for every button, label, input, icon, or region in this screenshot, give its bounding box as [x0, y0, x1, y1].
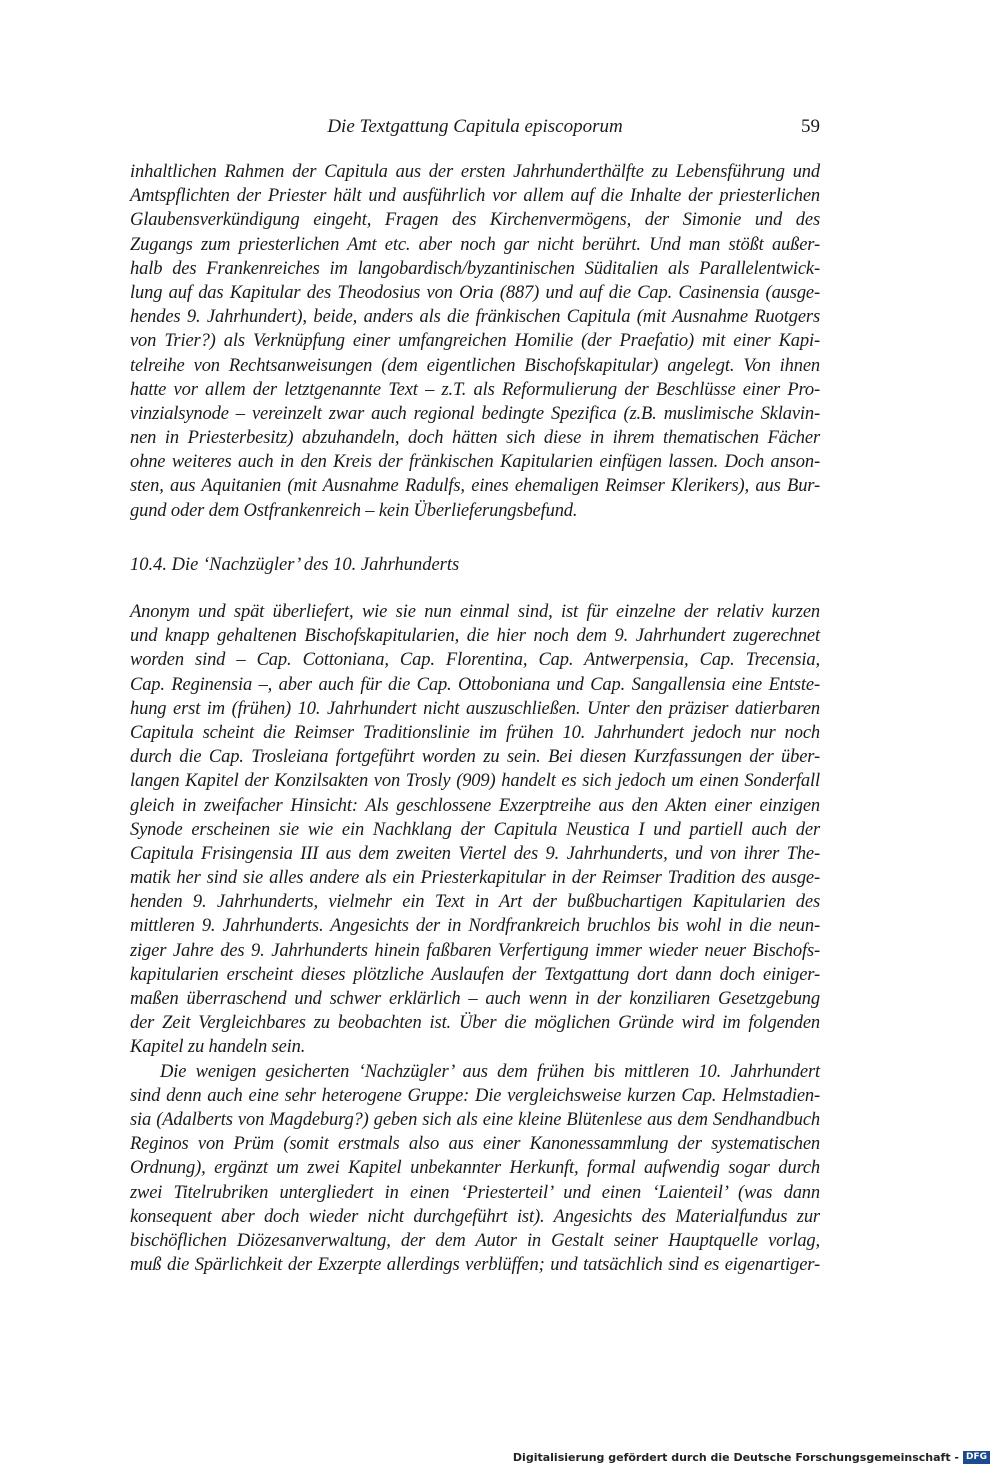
- running-header: [130, 116, 820, 140]
- text-line: matik her sind sie alles andere als ein Priesterkapitular in der Reimser Tradition des ausge-: [130, 868, 820, 889]
- dfg-logo-icon: DFG: [963, 1451, 990, 1464]
- text-line: Cap. Reginensia –, aber auch für die Cap. Ottoboniana und Cap. Sangallensia eine Entste-: [130, 674, 820, 695]
- text-line: lung auf das Kapitular des Theodosius von Oria (887) und auf die Cap. Casinensia (ausge-: [130, 282, 820, 303]
- text-line: langen Kapitel der Konzilsakten von Trosly (909) handelt es sich jedoch um einen Sonderfall: [130, 771, 820, 792]
- text-line: halb des Frankenreiches im langobardisch/byzantinischen Süditalien als Parallelentwick-: [130, 258, 820, 279]
- text-line: Zugangs zum priesterlichen Amt etc. aber noch gar nicht berührt. Und man stößt außer-: [130, 234, 820, 255]
- text-line: inhaltlichen Rahmen der Capitula aus der ersten Jahrhunderthälfte zu Lebensführung und: [130, 162, 820, 182]
- text-line: hendes 9. Jahrhundert), beide, anders als die fränkischen Capitula (mit Ausnahme Ruotgers: [130, 307, 820, 328]
- text-line: sind denn auch eine sehr heterogene Gruppe: Die vergleichsweise kurzen Cap. Helmstadien-: [130, 1085, 820, 1106]
- running-title: Die Textgattung Capitula episcoporum: [327, 116, 623, 137]
- text-line: Capitula Frisingensia III aus dem zweiten Viertel des 9. Jahrhunderts, und von ihrer The-: [130, 843, 820, 864]
- paragraph-2: [130, 600, 820, 1277]
- footer-credit: [513, 1451, 990, 1464]
- text-line: Synode erscheinen sie wie ein Nachklang der Capitula Neustica I und partiell auch der: [130, 819, 820, 840]
- text-line: kapitularien erscheint dieses plötzliche Auslaufen der Textgattung dort dann doch einiger-: [130, 964, 820, 985]
- text-line: maßen überraschend und schwer erklärlich – auch wenn in der konziliaren Gesetzgebung: [130, 989, 820, 1009]
- text-line: Reginos von Prüm (somit erstmals also aus einer Kanonessammlung der systematischen: [130, 1134, 820, 1155]
- text-line: ohne weiteres auch in den Kreis der fränkischen Kapitularien einfügen lassen. Doch anson-: [130, 452, 820, 473]
- text-line: Kapitel zu handeln sein.: [130, 1037, 306, 1058]
- text-line: vinzialsynode – vereinzelt zwar auch regional bedingte Spezifica (z.B. muslimische Sklavin-: [130, 403, 820, 424]
- section-heading: 10.4. Die ‘Nachzügler’ des 10. Jahrhunderts: [130, 555, 460, 575]
- text-line: bischöflichen Diözesanverwaltung, der dem Autor in Gestalt seiner Hauptquelle vorlag,: [130, 1230, 820, 1251]
- text-line: ziger Jahre des 9. Jahrhunderts hinein faßbaren Verfertigung immer wieder neuer Bischofs-: [130, 940, 820, 961]
- page-number: 59: [801, 116, 820, 137]
- text-line: telreihe von Rechtsanweisungen (dem eigentlichen Bischofskapitular) angelegt. Von ihnen: [130, 355, 820, 376]
- paragraph-1: [130, 160, 820, 523]
- text-line: Anonym und spät überliefert, wie sie nun einmal sind, ist für einzelne der relativ kurzen: [130, 602, 820, 622]
- text-line: Amtspflichten der Priester hält und ausführlich vor allem auf die Inhalte der priesterlichen: [130, 186, 820, 207]
- text-line: konsequent aber doch wieder nicht durchgeführt ist). Angesichts des Materialfundus zur: [130, 1206, 820, 1227]
- text-line: zwei Titelrubriken untergliedert in einen ‘Priesterteil’ und einen ‘Laienteil’ (was dann: [130, 1182, 820, 1203]
- text-line: von Trier?) als Verknüpfung einer umfangreichen Homilie (der Praefatio) mit einer Kapi-: [130, 331, 820, 352]
- text-line: Capitula scheint die Reimser Traditionslinie im frühen 10. Jahrhundert jedoch nur noch: [130, 722, 820, 743]
- text-line: sia (Adalberts von Magdeburg?) geben sich als eine kleine Blütenlese aus dem Sendhandbuch: [130, 1109, 820, 1130]
- text-line: gund oder dem Ostfrankenreich – kein Überlieferungsbefund.: [130, 500, 578, 521]
- text-line: nen in Priesterbesitz) abzuhandeln, doch hätten sich diese in ihrem thematischen Fächer: [130, 428, 820, 449]
- text-line: und knapp gehaltenen Bischofskapitularien, die hier noch dem 9. Jahrhundert zugerechnet: [130, 626, 820, 647]
- text-line: Glaubensverkündigung eingeht, Fragen des Kirchenvermögens, der Simonie und des: [130, 210, 820, 231]
- text-line: Ordnung), ergänzt um zwei Kapitel unbekannter Herkunft, formal aufwendig sogar durch: [130, 1158, 820, 1179]
- text-line: muß die Spärlichkeit der Exzerpte allerdings verblüffen; und tatsächlich sind es eigenartiger-: [130, 1255, 820, 1276]
- text-line: gleich in zweifacher Hinsicht: Als geschlossene Exzerptreihe aus den Akten einer einzigen: [130, 795, 820, 816]
- text-line: hatte vor allem der letztgenannte Text – z.T. als Reformulierung der Beschlüsse einer Pro-: [130, 379, 820, 400]
- text-line: durch die Cap. Trosleiana fortgeführt worden zu sein. Bei diesen Kurzfassungen der über-: [130, 747, 820, 768]
- text-line: mittleren 9. Jahrhunderts. Angesichts der in Nordfrankreich bruchlos bis wohl in die neun-: [130, 916, 820, 937]
- text-line: sten, aus Aquitanien (mit Ausnahme Radulfs, eines ehemaligen Reimser Klerikers), aus Bur-: [130, 476, 820, 497]
- text-line: der Zeit Vergleichbares zu beobachten ist. Über die möglichen Gründe wird im folgenden: [130, 1013, 820, 1034]
- text-line: henden 9. Jahrhunderts, vielmehr ein Text in Art der bußbuchartigen Kapitularien des: [130, 892, 820, 913]
- text-line: hung erst im (frühen) 10. Jahrhundert nicht auszuschließen. Unter den präziser datierbaren: [130, 698, 820, 719]
- text-line: worden sind – Cap. Cottoniana, Cap. Florentina, Cap. Antwerpensia, Cap. Trecensia,: [130, 650, 820, 671]
- footer-credit-text: Digitalisierung gefördert durch die Deutsche Forschungsgemeinschaft -: [512, 1451, 959, 1464]
- text-line: Die wenigen gesicherten ‘Nachzügler’ aus dem frühen bis mittleren 10. Jahrhundert: [160, 1061, 820, 1082]
